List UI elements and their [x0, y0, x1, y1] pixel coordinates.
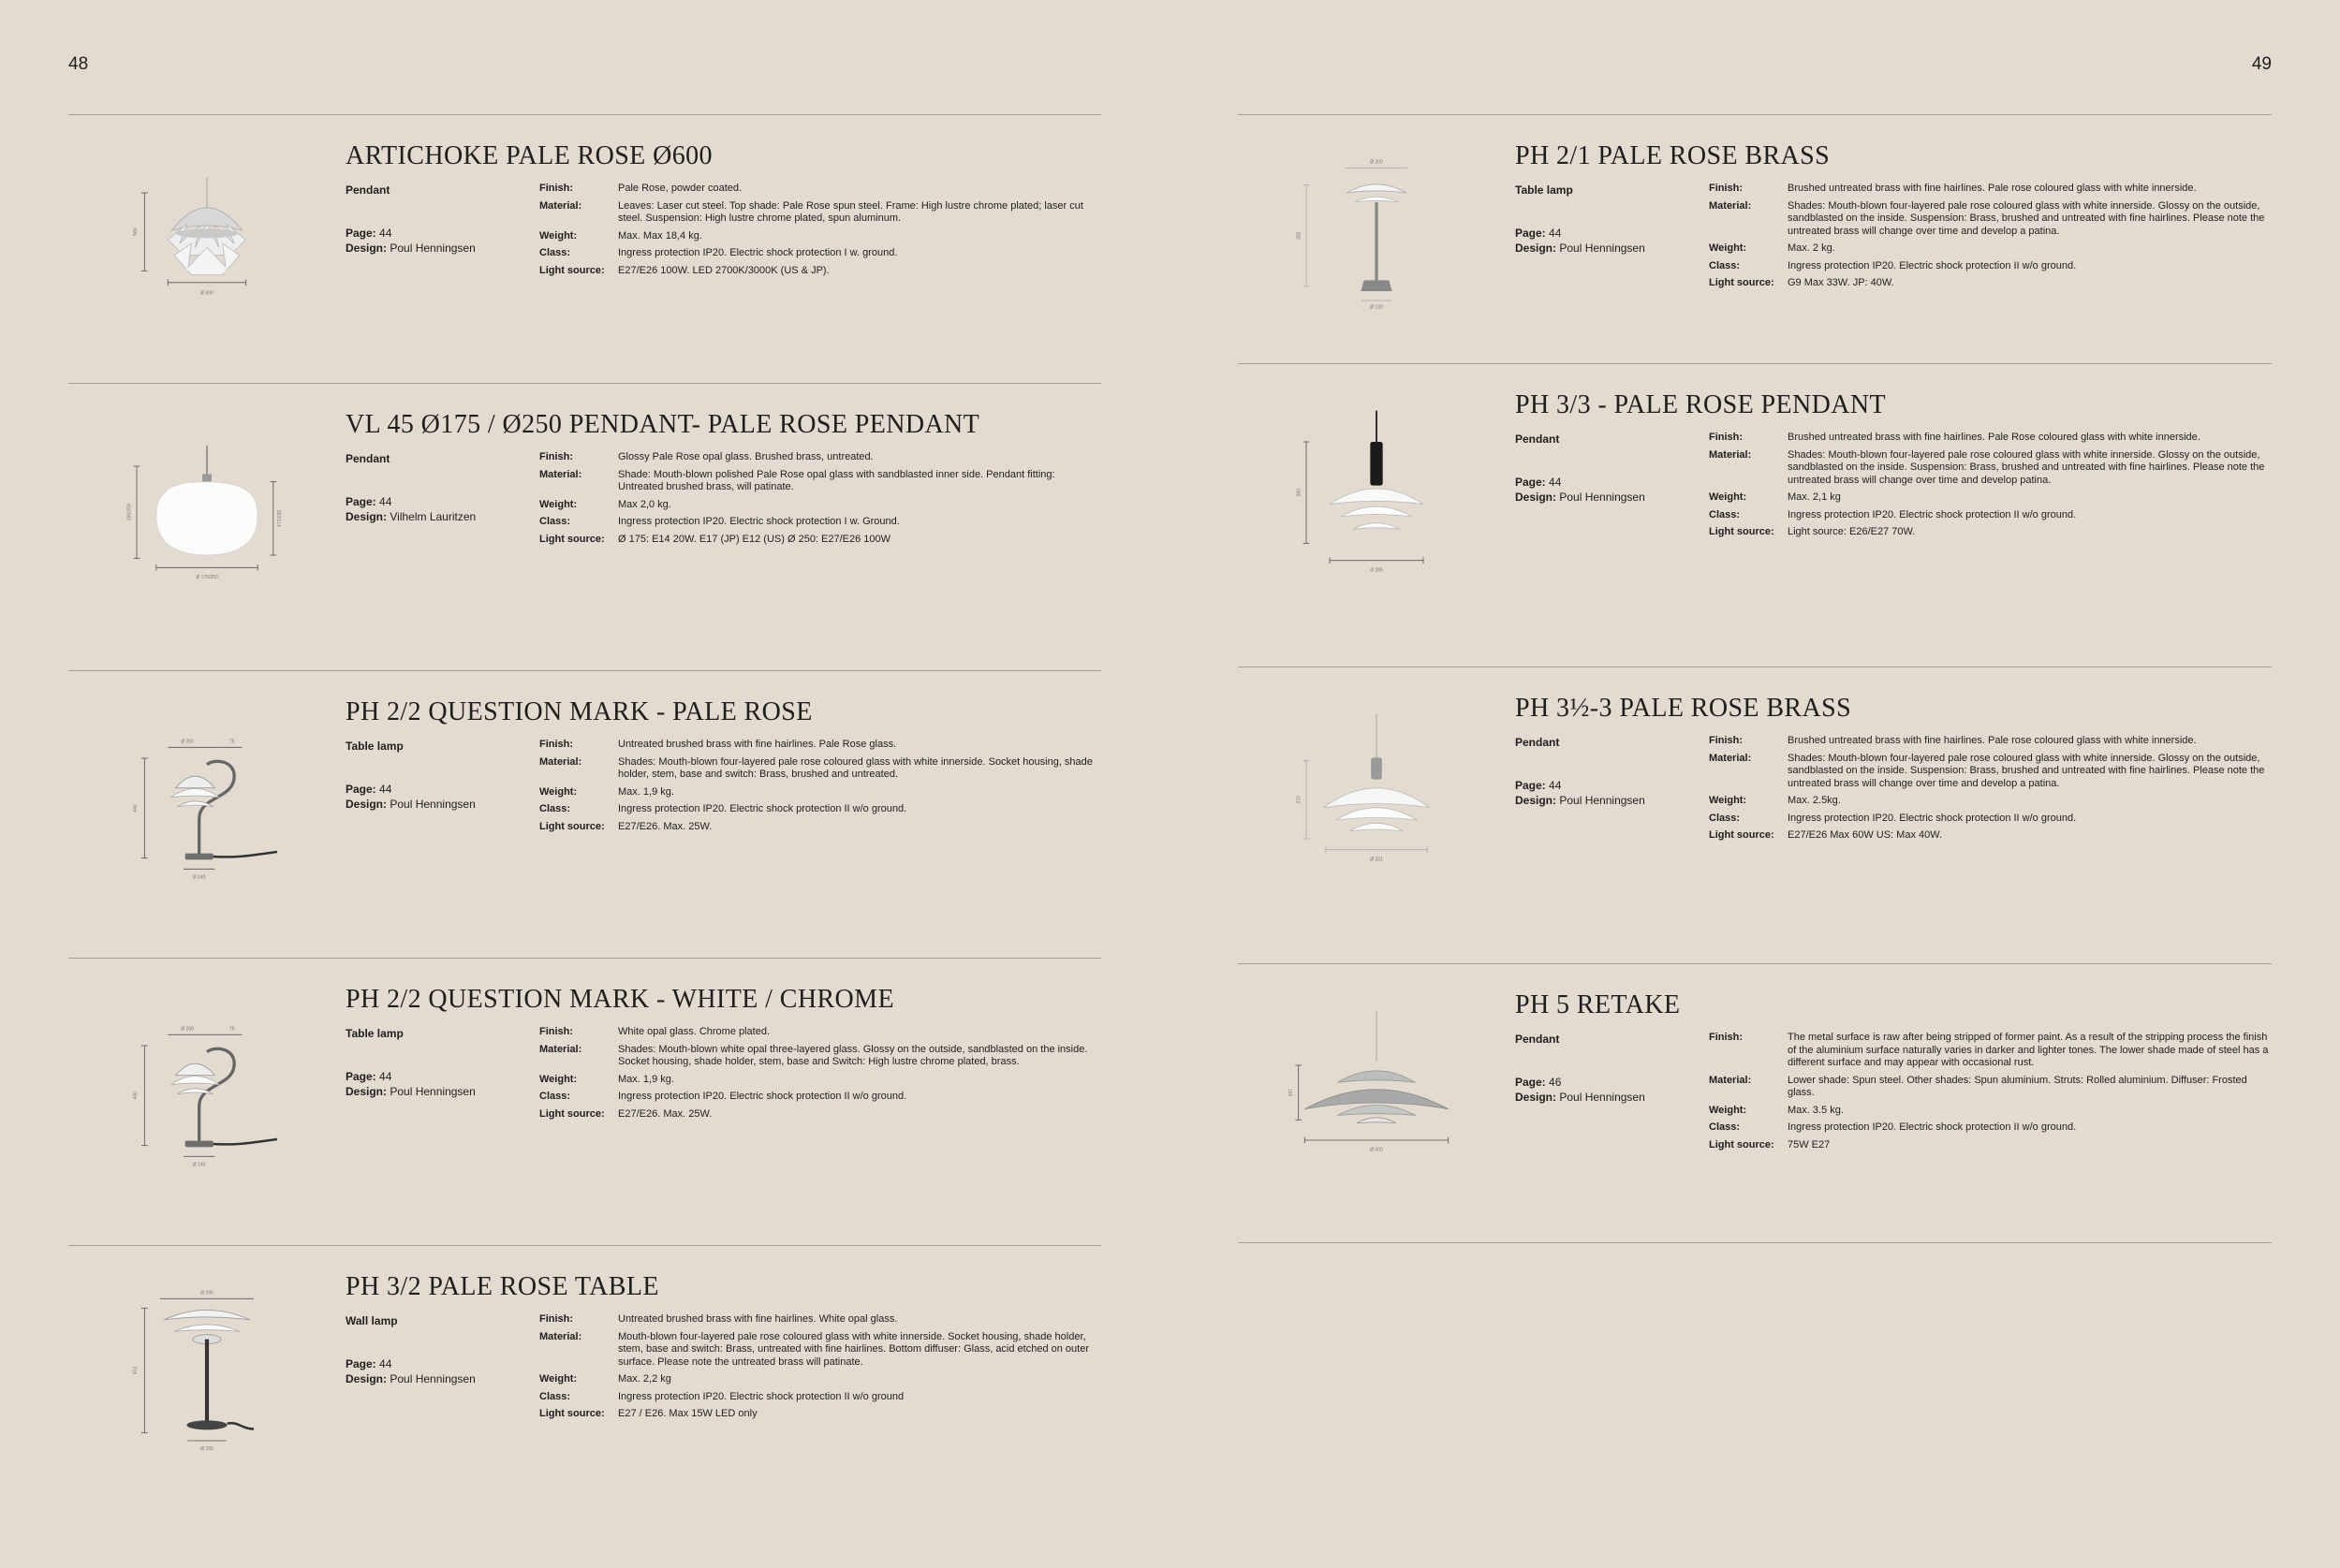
spec-row	[539, 200, 1101, 226]
designer-name: Vilhelm Lauritzen	[390, 510, 477, 523]
spec-value: Max. 2,1 kg	[1788, 491, 1841, 503]
designer	[346, 510, 476, 523]
spec-value: Max 2,0 kg.	[618, 498, 671, 510]
designer	[346, 1372, 476, 1385]
designer	[1515, 1091, 1645, 1104]
dimension-label: Ø 200	[181, 739, 194, 745]
spec-key: Finish:	[1709, 432, 1744, 443]
spec-value: Max. 1,9 kg.	[618, 785, 674, 798]
spec-row	[1709, 242, 2272, 256]
spec-row	[1709, 432, 2272, 445]
spec-key: Light source:	[539, 533, 605, 545]
product-title: PH 2/1 PALE ROSE BRASS	[1515, 141, 1831, 170]
product-drawing	[1283, 684, 1470, 900]
dimension-label: Ø 200	[1370, 159, 1383, 166]
product-title: ARTICHOKE PALE ROSE Ø600	[346, 141, 713, 170]
page-ref	[346, 782, 533, 797]
product-title: PH 5 RETAKE	[1515, 990, 1681, 1019]
product-meta	[346, 1026, 533, 1099]
designer-name: Poul Henningsen	[1559, 794, 1645, 807]
page-label: Page:	[1515, 476, 1546, 489]
spec-key: Light source:	[1709, 1138, 1774, 1150]
spec-row	[539, 469, 1101, 494]
spec-row	[539, 1026, 1101, 1039]
design-label: Design:	[1515, 491, 1557, 504]
spec-key: Class:	[1709, 259, 1741, 271]
spec-row	[539, 265, 1101, 278]
spec-row	[1709, 753, 2272, 791]
dimension-label: 267	[1288, 1088, 1294, 1097]
page-label: Page:	[1515, 1076, 1546, 1089]
page-label: Page:	[346, 495, 376, 508]
designer	[1515, 491, 1645, 504]
product-title: PH 2/2 QUESTION MARK - WHITE / CHROME	[346, 985, 894, 1014]
spec-value: Ingress protection IP20. Electric shock protection II w/o ground.	[1788, 1121, 2077, 1133]
product-entry-ph5-retake	[1238, 963, 2272, 1242]
product-meta	[346, 451, 533, 524]
spec-key: Finish:	[539, 739, 574, 750]
product-meta	[1515, 1032, 1702, 1105]
dimension-label: Ø 285	[1370, 567, 1383, 574]
spec-row	[539, 1373, 1101, 1386]
product-drawing	[113, 688, 301, 903]
product-drawing	[113, 1263, 301, 1478]
design-label: Design:	[346, 1372, 388, 1385]
spec-value: Max. 3.5 kg.	[1788, 1104, 1844, 1116]
spec-row	[1709, 183, 2272, 196]
product-info	[346, 1272, 1101, 1419]
spec-row	[539, 803, 1101, 816]
spec-list	[539, 451, 1101, 550]
spec-list	[1709, 432, 2272, 544]
designer-name: Poul Henningsen	[390, 798, 476, 811]
dimension-label: Ø 200	[181, 1026, 194, 1033]
spec-key: Weight:	[1709, 491, 1747, 503]
spec-value: Ingress protection IP20. Electric shock protection I w. Ground.	[618, 516, 900, 527]
spec-value: The metal surface is raw after being stripped of former paint. As a result of the stripping process the finish of the aluminium surface naturally varies in darker and lighter tones. The lower shade made of steel has a different surface and may appear with occasional rust.	[1788, 1032, 2269, 1068]
product-entry-ph33-pale-rose-pendant	[1238, 363, 2272, 667]
dimension-label: 196/259	[126, 504, 133, 521]
product-drawing	[113, 401, 301, 616]
product-type: Pendant	[346, 452, 390, 465]
spec-value: E27/E26. Max. 25W.	[618, 820, 713, 832]
page-ref	[1515, 778, 1702, 793]
spec-key: Light source:	[539, 1107, 605, 1120]
design-label: Design:	[1515, 242, 1557, 255]
spec-key: Class:	[1709, 1121, 1741, 1133]
spec-row	[1709, 200, 2272, 239]
product-info	[346, 141, 1101, 276]
product-title: VL 45 Ø175 / Ø250 PENDANT- PALE ROSE PENDANT	[346, 410, 980, 439]
spec-value: E27/E26 100W. LED 2700K/3000K (US & JP).	[618, 264, 830, 276]
dimension-label: Ø 120	[1370, 304, 1383, 311]
design-label: Design:	[346, 798, 388, 811]
dimension-label: Ø 155	[200, 1446, 213, 1452]
spec-key: Weight:	[539, 498, 578, 510]
designer	[1515, 242, 1645, 255]
product-drawing	[1283, 381, 1470, 596]
product-entry-ph22-question-mark-white-chrome	[68, 958, 1101, 1245]
dimension-label: 75	[228, 1026, 235, 1033]
spec-value: G9 Max 33W. JP: 40W.	[1788, 277, 1894, 288]
dimension-label: 580	[133, 227, 139, 236]
spec-list	[1709, 1032, 2272, 1156]
spec-value: Max. 1,9 kg.	[618, 1073, 674, 1085]
designer-name: Poul Henningsen	[390, 1372, 476, 1385]
product-type: Table lamp	[346, 740, 404, 753]
spec-key: Material:	[1709, 199, 1752, 212]
page-value: 46	[1549, 1076, 1562, 1089]
page-number-right: 49	[2251, 54, 2272, 74]
spec-row	[539, 230, 1101, 243]
spec-list	[1709, 183, 2272, 295]
dimension-label: 171/230	[277, 509, 284, 527]
spec-row	[1709, 491, 2272, 505]
page-value: 44	[1549, 476, 1562, 489]
product-entry-ph32-pale-rose-table	[68, 1245, 1101, 1489]
spec-key: Class:	[1709, 812, 1741, 824]
product-drawing	[113, 132, 301, 347]
spec-value: Max. 2,2 kg	[618, 1373, 671, 1385]
dimension-label: Ø 290	[200, 1290, 213, 1297]
page-value: 44	[379, 495, 392, 508]
design-label: Design:	[1515, 1091, 1557, 1104]
spec-key: Finish:	[1709, 735, 1744, 746]
page-label: Page:	[346, 1070, 376, 1083]
spec-value: Ingress protection IP20. Electric shock protection II w/o ground.	[1788, 812, 2077, 824]
spec-value: Pale Rose, powder coated.	[618, 183, 743, 194]
design-label: Design:	[346, 242, 388, 255]
spec-key: Light source:	[539, 1408, 605, 1419]
spec-row	[539, 756, 1101, 782]
spec-key: Weight:	[1709, 242, 1747, 254]
left-column	[68, 114, 1101, 1489]
page-ref	[346, 494, 533, 509]
designer-name: Poul Henningsen	[390, 242, 476, 255]
spec-value: Light source: E26/E27 70W.	[1788, 526, 1916, 537]
spec-value: Ø 175: E14 20W. E17 (JP) E12 (US) Ø 250: E27/E26 100W	[618, 533, 891, 545]
spec-value: Shade: Mouth-blown polished Pale Rose opal glass with sandblasted inner side. Pendant fitting: Untreated brushed brass, will patinate.	[618, 468, 1055, 492]
product-meta	[346, 739, 533, 812]
product-meta	[1515, 735, 1702, 808]
spec-row	[539, 1074, 1101, 1087]
spec-value: Ingress protection IP20. Electric shock protection II w/o ground	[618, 1390, 905, 1402]
page-ref	[346, 226, 533, 241]
spec-row	[539, 1331, 1101, 1370]
page-value: 44	[379, 783, 392, 796]
right-column	[1238, 114, 2272, 1243]
dimension-label: Ø 331	[1370, 857, 1383, 863]
product-type: Table lamp	[346, 1027, 404, 1040]
page-value: 44	[1549, 227, 1562, 240]
spec-list	[539, 1313, 1101, 1426]
product-type: Pendant	[1515, 1033, 1560, 1046]
dimension-label: 440	[133, 1092, 139, 1100]
design-label: Design:	[1515, 794, 1557, 807]
product-info	[1515, 694, 2272, 841]
spec-row	[539, 1108, 1101, 1121]
dimension-label: Ø 500	[1370, 1147, 1383, 1153]
spec-key: Finish:	[1709, 1032, 1744, 1043]
spec-value: Untreated brushed brass with fine hairlines. White opal glass.	[618, 1313, 898, 1325]
page-label: Page:	[346, 783, 376, 796]
spec-value: Shades: Mouth-blown four-layered pale rose coloured glass with white innerside. Glossy on the outside, sandblasted on the inside. Suspension: Brass, brushed and untreated with fine hairlines. Please note the untreated brass will change over time and develop patina.	[1788, 448, 2265, 486]
spec-value: Shades: Mouth-blown four-layered pale rose coloured glass with white innerside. Glossy on the outside, sandblasted on the inside. Suspension: Brass, brushed and untreated with fine hairlines. Please note the untreated brass will change over time and develop a patina.	[1788, 752, 2265, 789]
divider	[1238, 1242, 2272, 1243]
page-value: 44	[1549, 779, 1562, 792]
spec-row	[539, 247, 1101, 260]
spec-row	[1709, 735, 2272, 748]
product-title: PH 2/2 QUESTION MARK - PALE ROSE	[346, 697, 813, 726]
spec-key: Finish:	[539, 1026, 574, 1037]
spec-row	[1709, 526, 2272, 539]
spec-key: Material:	[1709, 1074, 1752, 1086]
spec-key: Material:	[539, 755, 582, 768]
spec-key: Light source:	[539, 264, 605, 276]
spec-row	[539, 451, 1101, 464]
spec-value: Ingress protection IP20. Electric shock protection II w/o ground.	[618, 803, 907, 814]
spec-row	[539, 1391, 1101, 1404]
dimension-label: 472	[133, 1366, 139, 1375]
product-meta	[1515, 432, 1702, 505]
spec-key: Finish:	[539, 183, 574, 194]
product-info	[1515, 390, 2272, 537]
spec-list	[539, 739, 1101, 838]
spec-key: Light source:	[1709, 526, 1774, 537]
spec-value: Brushed untreated brass with fine hairlines. Pale rose coloured glass with white innerside.	[1788, 183, 2197, 194]
product-entry-ph21-pale-rose-brass	[1238, 114, 2272, 363]
product-type: Pendant	[346, 183, 390, 197]
spec-key: Light source:	[539, 820, 605, 832]
spec-value: E27/E26 Max 60W US: Max 40W.	[1788, 829, 1943, 841]
page-label: Page:	[346, 227, 376, 240]
spec-value: Ingress protection IP20. Electric shock protection I w. ground.	[618, 247, 898, 258]
spec-key: Material:	[1709, 752, 1752, 764]
product-drawing	[113, 975, 301, 1191]
spec-value: Max. 2 kg.	[1788, 242, 1835, 254]
page-ref	[1515, 226, 1702, 241]
designer	[346, 1085, 476, 1098]
product-drawing	[1283, 132, 1470, 347]
designer-name: Poul Henningsen	[390, 1085, 476, 1098]
spec-row	[1709, 829, 2272, 843]
design-label: Design:	[346, 510, 388, 523]
spec-row	[1709, 1139, 2272, 1152]
spec-row	[1709, 1032, 2272, 1070]
spec-value: Ingress protection IP20. Electric shock protection II w/o ground.	[1788, 259, 2077, 271]
dimension-label: 440	[133, 804, 139, 813]
designer-name: Poul Henningsen	[1559, 1091, 1645, 1104]
spec-value: Untreated brushed brass with fine hairlines. Pale Rose glass.	[618, 739, 897, 750]
product-info	[346, 697, 1101, 832]
spec-key: Finish:	[539, 451, 574, 462]
page-ref	[1515, 475, 1702, 490]
designer-name: Poul Henningsen	[1559, 491, 1645, 504]
spec-key: Material:	[1709, 448, 1752, 461]
spec-key: Weight:	[539, 1073, 578, 1085]
spec-row	[539, 739, 1101, 752]
spec-list	[1709, 735, 2272, 847]
spec-key: Weight:	[539, 229, 578, 242]
spec-value: Brushed untreated brass with fine hairlines. Pale rose coloured glass with white innerside.	[1788, 735, 2197, 746]
spec-key: Material:	[539, 1043, 582, 1055]
spec-row	[539, 516, 1101, 529]
spec-key: Weight:	[1709, 1104, 1747, 1116]
spec-row	[1709, 277, 2272, 290]
spec-value: Leaves: Laser cut steel. Top shade: Pale Rose spun steel. Frame: High lustre chrome plated; laser cut steel. Suspension: High lustre chrome plated, spun aluminum.	[618, 199, 1083, 224]
spec-key: Weight:	[1709, 795, 1747, 806]
spec-key: Class:	[539, 516, 571, 527]
designer	[346, 798, 476, 811]
spec-row	[1709, 449, 2272, 488]
spec-row	[539, 499, 1101, 512]
spec-row	[1709, 509, 2272, 522]
product-entry-ph35-3-pale-rose-brass	[1238, 667, 2272, 963]
product-meta	[346, 183, 533, 256]
spec-key: Class:	[1709, 508, 1741, 520]
dimension-label: Ø 140	[192, 1162, 206, 1168]
spec-value: White opal glass. Chrome plated.	[618, 1026, 771, 1037]
designer	[1515, 794, 1645, 807]
designer-name: Poul Henningsen	[1559, 242, 1645, 255]
dimension-label: 355	[1296, 231, 1302, 241]
spec-key: Class:	[539, 247, 571, 258]
product-meta	[1515, 183, 1702, 256]
spec-row	[1709, 1121, 2272, 1135]
spec-key: Finish:	[539, 1313, 574, 1325]
product-title: PH 3/2 PALE ROSE TABLE	[346, 1272, 659, 1301]
spec-value: Shades: Mouth-blown white opal three-layered glass. Glossy on the outside, sandblasted on the inside. Socket housing, shade holder, stem, base and Switch: High lustre chrome plated, brass.	[618, 1043, 1088, 1067]
spec-list	[539, 183, 1101, 282]
page-label: Page:	[1515, 779, 1546, 792]
designer	[346, 242, 476, 255]
product-type: Pendant	[1515, 736, 1560, 749]
spec-value: Max. 2.5kg.	[1788, 795, 1841, 806]
spec-value: Ingress protection IP20. Electric shock protection II w/o ground.	[618, 1091, 907, 1102]
spec-row	[539, 1091, 1101, 1104]
page-number-left: 48	[68, 54, 89, 74]
page-value: 44	[379, 1070, 392, 1083]
design-label: Design:	[346, 1085, 388, 1098]
spec-value: Ingress protection IP20. Electric shock protection II w/o ground.	[1788, 508, 2077, 520]
spec-row	[539, 183, 1101, 196]
dimension-label: 75	[228, 739, 235, 745]
spec-row	[1709, 813, 2272, 826]
product-title: PH 3½-3 PALE ROSE BRASS	[1515, 694, 1852, 723]
spec-key: Finish:	[1709, 183, 1744, 194]
product-title: PH 3/3 - PALE ROSE PENDANT	[1515, 390, 1886, 419]
product-type: Pendant	[1515, 432, 1560, 446]
spec-row	[539, 821, 1101, 834]
dimension-label: Ø 600	[200, 290, 213, 297]
spec-value: Mouth-blown four-layered pale rose coloured glass with white innerside. Socket housing, shade holder, stem, base and switch: Brass, untreated with fine hairlines. Bottom diffuser: Glass, acid etched on outer surface. Please note the untreated brass will patinate.	[618, 1330, 1089, 1368]
spec-value: Brushed untreated brass with fine hairlines. Pale Rose coloured glass with white innerside.	[1788, 432, 2200, 443]
spec-key: Class:	[539, 1091, 571, 1102]
spec-key: Light source:	[1709, 277, 1774, 288]
product-info	[346, 985, 1101, 1120]
spec-value: 75W E27	[1788, 1138, 1831, 1150]
spec-key: Class:	[539, 803, 571, 814]
page-label: Page:	[346, 1357, 376, 1370]
spec-key: Class:	[539, 1390, 571, 1402]
page-ref	[346, 1069, 533, 1084]
spec-row	[1709, 1105, 2272, 1118]
spec-key: Material:	[539, 468, 582, 480]
spec-row	[539, 534, 1101, 547]
spec-value: Lower shade: Spun steel. Other shades: Spun aluminium. Struts: Rolled aluminium. Diffuser: Frosted glass.	[1788, 1074, 2247, 1098]
product-drawing	[1283, 981, 1470, 1196]
product-meta	[346, 1313, 533, 1386]
product-entry-vl45-pendant	[68, 383, 1101, 670]
spec-key: Light source:	[1709, 829, 1774, 841]
spec-row	[539, 1408, 1101, 1421]
spec-row	[1709, 260, 2272, 273]
spec-key: Weight:	[539, 1373, 578, 1385]
dimension-label: 380	[1296, 488, 1302, 497]
spec-row	[1709, 1075, 2272, 1100]
spec-row	[539, 786, 1101, 799]
spec-value: E27/E26. Max. 25W.	[618, 1107, 713, 1120]
spec-value: Shades: Mouth-blown four-layered pale rose coloured glass with white innerside. Glossy on the outside, sandblasted on the inside. Suspension: Brass, brushed and untreated with fine hairlines. Please note the untreated brass will change over time and develop a patina.	[1788, 199, 2265, 237]
product-info	[346, 410, 1101, 545]
spec-row	[1709, 795, 2272, 808]
page-value: 44	[379, 227, 392, 240]
dimension-label: Ø 175/250	[196, 575, 218, 580]
spec-key: Weight:	[539, 785, 578, 798]
spec-row	[539, 1044, 1101, 1069]
product-info	[1515, 990, 2272, 1150]
spec-row	[539, 1313, 1101, 1326]
page-ref	[346, 1356, 533, 1371]
page-ref	[1515, 1075, 1702, 1090]
product-entry-artichoke-pale-rose	[68, 114, 1101, 383]
product-type: Table lamp	[1515, 183, 1573, 197]
product-info	[1515, 141, 2272, 288]
spec-value: Max. Max 18,4 kg.	[618, 229, 702, 242]
page-value: 44	[379, 1357, 392, 1370]
dimension-label: Ø 140	[192, 874, 206, 881]
spec-key: Material:	[539, 199, 582, 212]
page-label: Page:	[1515, 227, 1546, 240]
spec-key: Material:	[539, 1330, 582, 1342]
spec-value: Shades: Mouth-blown four-layered pale rose coloured glass with white innerside. Socket housing, shade holder, stem, base and switch: Brass, brushed and untreated.	[618, 755, 1093, 780]
spec-value: E27 / E26. Max 15W LED only	[618, 1408, 758, 1419]
product-entry-ph22-question-mark-pale-rose	[68, 670, 1101, 958]
dimension-label: 270	[1296, 796, 1302, 804]
spec-value: Glossy Pale Rose opal glass. Brushed brass, untreated.	[618, 451, 874, 462]
spec-list	[539, 1026, 1101, 1125]
product-type: Wall lamp	[346, 1314, 398, 1327]
